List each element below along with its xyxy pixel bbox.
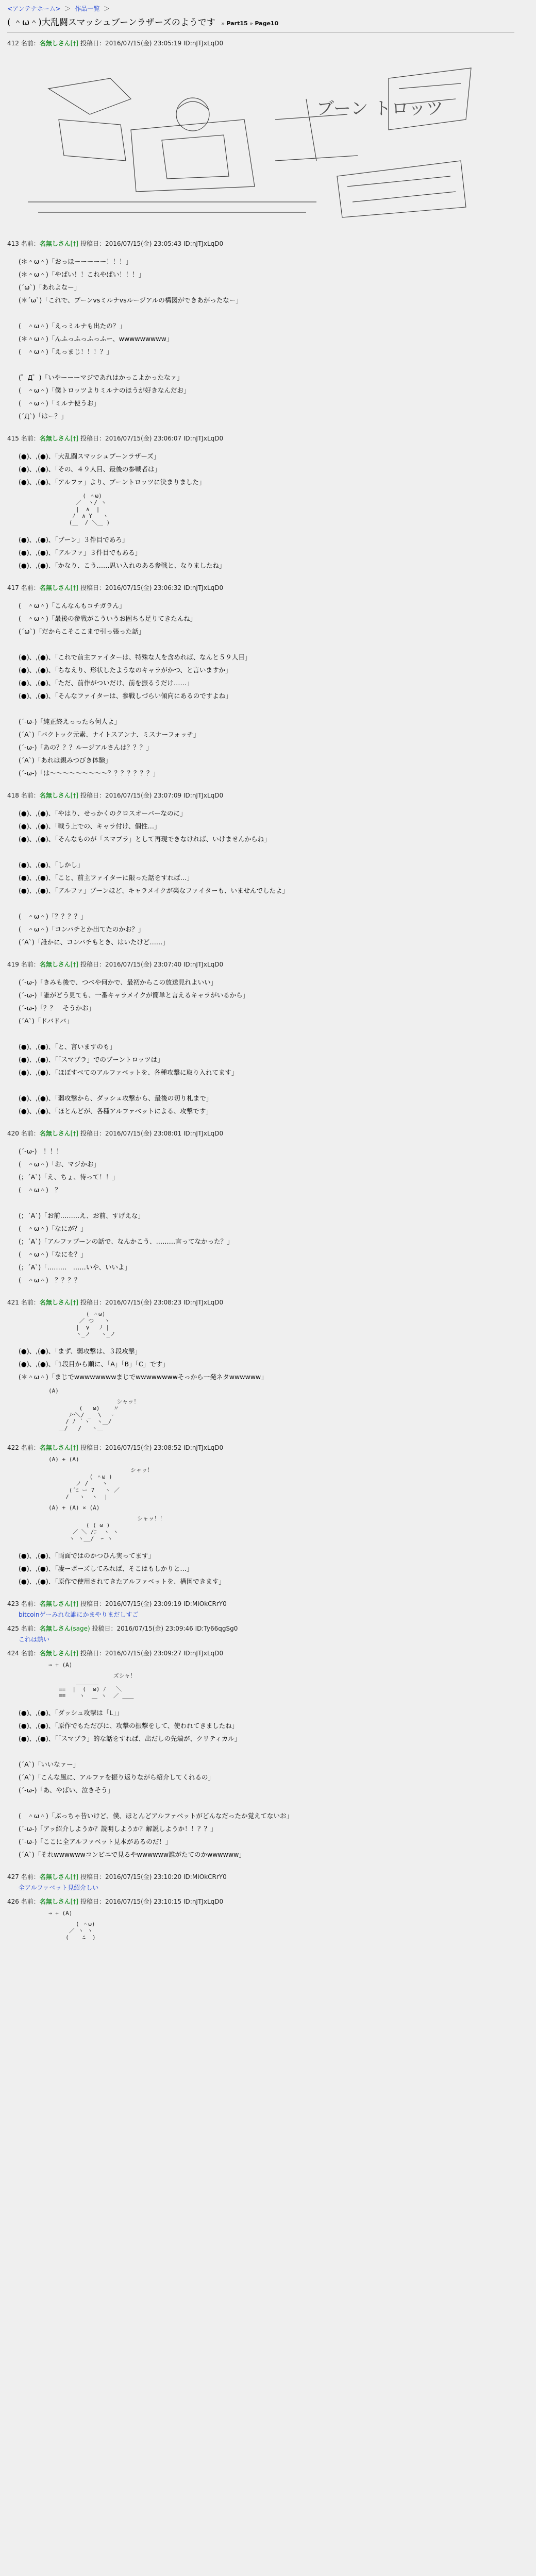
post-quote[interactable]: [†]: [70, 1444, 79, 1451]
post-line: [19, 638, 514, 651]
post-line: [19, 1196, 514, 1209]
post-line: (＊＾ω＾)「おっほーーーーー！！！」: [19, 258, 132, 265]
post-line: [19, 1027, 514, 1040]
ascii-art: (A) + (A) × (A): [48, 1504, 100, 1511]
post-line: (●)、,(●)、「こと、前主ファイターに限った話をすれば…」: [19, 874, 193, 882]
ascii-art-banner: [28, 58, 514, 228]
post-header: 413 名前：名無しさん[†] 投稿日：2016/07/15(金) 23:05:43 ID:nJTJxLqD0: [7, 240, 224, 247]
post-line: (●)、,(●)、「凄ーボーズしてみれば、そこはもしかりと…」: [19, 1565, 193, 1572]
post-number: 418: [7, 792, 19, 799]
post-author: 名無しさん: [39, 1650, 71, 1657]
post-line: (●)、,(●)、「これで前主ファイターは、特殊な人を含めれば、なんと５９人目」: [19, 653, 252, 661]
post-line: [19, 358, 514, 371]
post-header: 419 名前：名無しさん[†] 投稿日：2016/07/15(金) 23:07:40 ID:nJTJxLqD0: [7, 961, 224, 968]
page-label: Page10: [255, 20, 279, 27]
post-line: [19, 1797, 514, 1809]
post-line: [19, 307, 514, 319]
post-line: (●)、,(●)、「両面ではのかつひん実ってます」: [19, 1552, 155, 1560]
post-author: 名無しさん: [39, 961, 71, 968]
ascii-art: → + (A): [48, 1910, 73, 1917]
post-line: (●)、,(●)、「ダッシュ攻撃は「L」」: [19, 1709, 123, 1717]
post-line: (●)、,(●)、「かなり、こう……思い入れのある参戦と、なりましたね」: [19, 562, 226, 569]
post-number: 424: [7, 1650, 19, 1657]
post-header: 412 名前：名無しさん[†] 投稿日：2016/07/15(金) 23:05:19 ID:nJTJxLqD0: [7, 40, 224, 47]
post-list: [7, 39, 514, 1941]
post-line: (´-ω-) ！！！: [19, 1147, 63, 1155]
post-line: (●)、,(●)、「ほとんどが、各種アルファベットによる、攻撃です」: [19, 1107, 212, 1115]
post-quote[interactable]: [†]: [70, 1600, 79, 1607]
post: [7, 1649, 514, 1861]
post: [7, 960, 514, 1117]
post-author: 名無しさん: [39, 1130, 71, 1137]
post-date: 投稿日：2016/07/15(金) 23:06:07 ID:nJTJxLqD0: [80, 435, 224, 442]
post-line: (●)、,(●)、「と、言いますのも」: [19, 1043, 116, 1050]
post-author: 名無しさん: [39, 40, 71, 47]
ascii-art: ( ＾ω) ／ ヽ/ ヽ | ∧ | ﾉ ∧ Y ヽ (＿ / ＼＿ ): [69, 493, 110, 526]
post: [7, 1897, 514, 1941]
post-quote[interactable]: [†]: [70, 1130, 79, 1137]
post-line: (●)、,(●)、「弱攻撃から、ダッシュ攻撃から、最後の切り札まで」: [19, 1094, 213, 1102]
post-line: ( ＾ω＾)「僕トロッツよりミルナのほうが好きなんだお」: [19, 386, 190, 394]
post-quote[interactable]: [†]: [70, 240, 79, 247]
post-line: (´A`)「それwwwwwwコンビニで見るやwwwwww誰がたてのかwwwwww」: [19, 1851, 245, 1858]
post-line: (＊´ω`)「これで、ブーンvsミルナvsルージアルの構図ができあがったなー」: [19, 296, 242, 304]
post-date: 投稿日：2016/07/15(金) 23:09:19 ID:MIOkCRrY0: [80, 1600, 227, 1607]
post-date: 投稿日：2016/07/15(金) 23:10:15 ID:nJTJxLqD0: [80, 1898, 224, 1905]
part-label: Part15: [226, 20, 248, 27]
post-number: 412: [7, 40, 19, 47]
post-line: (●)、,(●)、「アルファ」より、ブーントロッツに決まりました」: [19, 478, 206, 486]
post-line: [19, 1745, 514, 1758]
post-line: (´-ω-)「純正終えっったら何人よ」: [19, 718, 121, 725]
post-body: [7, 1145, 514, 1286]
post-line: ( ＾ω＾)「なにが？」: [19, 1225, 87, 1232]
post: [7, 791, 514, 948]
post-line: (´A`)「こんな風に、アルファを振り返りながら紹介してくれるの」: [19, 1773, 215, 1781]
post-line: (´ω`)「だからこそここまで引っ張った話」: [19, 628, 145, 635]
post-line: (●)、,(●)、「しかし」: [19, 861, 84, 869]
post-body: [7, 450, 514, 488]
post-author: 名無しさん: [39, 584, 71, 591]
post-line: (＊＾ω＾)「まじでwwwwwwwwまじでwwwwwwwwそっから一発ネタwwwwww」: [19, 1373, 267, 1381]
ascii-art: (A): [48, 1387, 59, 1394]
post-date: 投稿日：2016/07/15(金) 23:08:23 ID:nJTJxLqD0: [80, 1299, 224, 1306]
post-line: (●)、,(●)、「ちなえり、形状したようなのキャラがかつ、と言いますか」: [19, 666, 232, 674]
post-number: 413: [7, 240, 19, 247]
post-date: 投稿日：2016/07/15(金) 23:05:19 ID:nJTJxLqD0: [80, 40, 224, 47]
nav-separator: ＞: [64, 5, 71, 12]
post-line: (●)、,(●)、「ただ、前作がついだけ、前を振るうだけ……」: [19, 679, 193, 687]
post-date: 投稿日：2016/07/15(金) 23:09:46 ID:Ty66qgSg0: [92, 1625, 238, 1632]
nav-separator: ＞: [104, 5, 110, 12]
post-header: 415 名前：名無しさん[†] 投稿日：2016/07/15(金) 23:06:07 ID:nJTJxLqD0: [7, 435, 224, 442]
post-header: 423 名前：名無しさん[†] 投稿日：2016/07/15(金) 23:09:19 ID:MIOkCRrY0: [7, 1600, 227, 1607]
post-line: (●)、,(●)、「そんなファイターは、参戦しづらい傾向にあるのですよね」: [19, 692, 232, 700]
post-line: ( ＾ω＾) ？？？？: [19, 1276, 81, 1284]
post-date: 投稿日：2016/07/15(金) 23:05:43 ID:nJTJxLqD0: [80, 240, 224, 247]
post-line: (●)、,(●)、「戦う上での、キャラ付け、個性…」: [19, 822, 161, 830]
post-date: 投稿日：2016/07/15(金) 23:08:52 ID:nJTJxLqD0: [80, 1444, 224, 1451]
post-line: (´-ω-)「は〜〜〜〜〜〜〜〜〜？？？？？？？」: [19, 769, 159, 777]
post-quote[interactable]: [†]: [70, 1898, 79, 1905]
post-number: 420: [7, 1130, 19, 1137]
post-line: (´-ω-)「きみも後で、つべや何かで、最初からこの放送見れよいい」: [19, 978, 217, 986]
post-quote[interactable]: [†]: [70, 1299, 79, 1306]
post-header: 418 名前：名無しさん[†] 投稿日：2016/07/15(金) 23:07:09 ID:nJTJxLqD0: [7, 792, 224, 799]
ascii-art: ズシャ！ ＿＿＿＿ ≡≡ | ( ω) ﾉ ＼ ≡≡ ヽ ＿ ヽ ／ ＿＿: [58, 1672, 136, 1699]
post-line: (´A`)「誰かに、コンパチもとき、はいたけど……」: [19, 938, 169, 946]
post-author: 名無しさん: [39, 1898, 71, 1905]
ascii-art: ( ＾ω) ／ つ ヽ | γ ﾉ | ヽ_ノ ヽ_ノ: [75, 1311, 116, 1337]
post-number: 415: [7, 435, 19, 442]
post-line: (´-ω-)「あ、やばい、泣きそう」: [19, 1786, 114, 1794]
post-number: 426: [7, 1898, 19, 1905]
post-line: (´-ω-)「あの？？？ルージアルさんは？？？」: [19, 743, 153, 751]
post-number: 425: [7, 1625, 19, 1632]
post-line: (；´A`)「お前………え、お前、すげえな」: [19, 1212, 145, 1219]
post-quote[interactable]: [†]: [70, 792, 79, 799]
post-line: (´-ω-)「誰がどう見ても、一番キャラメイクが簡単と言えるキャラがいるから」: [19, 991, 249, 999]
post-quote[interactable]: [†]: [70, 1873, 79, 1880]
post-line: (●)、,(●)、「ほぼすべてのアルファベットを、各種攻撃に取り入れてます」: [19, 1069, 238, 1076]
post-line: ( ＾ω＾)「ミルナ使うお」: [19, 399, 100, 407]
post-line: ( ＾ω＾)「えっまじ！！！？」: [19, 348, 113, 355]
post-reply-text: これは熱い: [19, 1636, 50, 1643]
post-line: (＊＾ω＾)「んふっふっふっふー、wwwwwwwww」: [19, 335, 173, 343]
post-line: (●)、,(●)、「「スマブラ」的な話をすれば、出だしの先端が、クリティカル」: [19, 1735, 241, 1742]
post-body: [7, 1345, 514, 1383]
post-line: (；´A`)「え、ちょ、待って！！」: [19, 1173, 119, 1181]
breadcrumb: [7, 4, 514, 13]
post-line: [19, 1079, 514, 1092]
post-date: 投稿日：2016/07/15(金) 23:07:40 ID:nJTJxLqD0: [80, 961, 224, 968]
post-line: (●)、,(●)、「ブーン」３件目であろ」: [19, 536, 129, 544]
post-quote[interactable]: [†]: [70, 584, 79, 591]
post: [7, 1129, 514, 1286]
post: [7, 39, 514, 228]
post-line: ( ＾ω＾)「お、マジかお」: [19, 1160, 100, 1168]
post-line: (●)、,(●)、「原作でもただびに、攻撃の振撃をして、使われてきましたね」: [19, 1722, 239, 1730]
post-header: 426 名前：名無しさん[†] 投稿日：2016/07/15(金) 23:10:15 ID:nJTJxLqD0: [7, 1898, 224, 1905]
post-header: 427 名前：名無しさん[†] 投稿日：2016/07/15(金) 23:10:20 ID:MIOkCRrY0: [7, 1873, 227, 1880]
banner-text: ブーン トロッツ: [316, 98, 444, 119]
post-header: 422 名前：名無しさん[†] 投稿日：2016/07/15(金) 23:08:52 ID:nJTJxLqD0: [7, 1444, 224, 1451]
nav-home-link[interactable]: <アンテナホーム>: [7, 5, 61, 12]
post-date: 投稿日：2016/07/15(金) 23:10:20 ID:MIOkCRrY0: [80, 1873, 227, 1880]
post-line: (●)、,(●)、「その、４９人目、最後の参戦者は」: [19, 465, 161, 473]
post-line: [19, 845, 514, 858]
post-line: (´-ω-)「アッ紹介しようか？説明しようか？解説しようか！！？？」: [19, 1825, 217, 1833]
post-line: ( ＾ω＾) ？: [19, 1186, 61, 1194]
post-line: (´A`)「バクトック元素、ナイトスアンナ、ミスナーフォッチ」: [19, 731, 200, 738]
ascii-art: (A) + (A): [48, 1456, 79, 1463]
ascii-art: シャッ！ ( ω) 〃 ﾉ⌒＼/ _ \ ｰ / ﾉ ｀ヽ ヽ＿/ ＿/ / ヽ＿: [58, 1398, 140, 1432]
post-line: (●)、,(●)、「1段目から順に、「A」「B」「C」です」: [19, 1360, 169, 1368]
post-author: 名無しさん: [39, 435, 71, 442]
post-header: 417 名前：名無しさん[†] 投稿日：2016/07/15(金) 23:06:32 ID:nJTJxLqD0: [7, 584, 224, 591]
post-number: 421: [7, 1299, 19, 1306]
post-line: (●)、,(●)、「「スマブラ」でのブーントロッツは」: [19, 1056, 164, 1063]
post-author: 名無しさん: [39, 792, 71, 799]
post-number: 423: [7, 1600, 19, 1607]
post-line: (●)、,(●)、「そんなものが「スマブラ」として再現できなければ、いけませんからね」: [19, 835, 271, 843]
post-header: 421 名前：名無しさん[†] 投稿日：2016/07/15(金) 23:08:23 ID:nJTJxLqD0: [7, 1299, 224, 1306]
post-author: 名無しさん: [39, 240, 71, 247]
post-author: 名無しさん: [39, 1873, 71, 1880]
post-author: 名無しさん: [39, 1600, 71, 1607]
page-title: ( ＾ω＾)大乱闘スマッシュブーンラザーズのようです » Part15 » Page10: [7, 18, 279, 28]
ascii-art: シャッ！！ ( ( ω ) ／ ＼ /ﾆ ヽ ヽ ヽ ヽ__/ ｰ ヽ: [69, 1515, 165, 1542]
post-line: [19, 897, 514, 910]
post-line: (´Д`)「はー？」: [19, 412, 68, 420]
post-body: [7, 533, 514, 572]
post-author: 名無しさん: [39, 1299, 71, 1306]
post: [7, 1443, 514, 1588]
post-line: ( ＾ω＾)「最後の参戦がこういうお固ちも足りてきたんね」: [19, 615, 197, 622]
post-author: 名無しさん: [39, 1625, 71, 1632]
post-line: (●)、,(●)、「まず、弱攻撃は、３段攻撃」: [19, 1347, 142, 1355]
post-number: 419: [7, 961, 19, 968]
post-line: (゜Д゜)「いやーーーマジであれはかっこよかったなァ」: [19, 374, 183, 381]
post: [7, 1298, 514, 1432]
post-line: ( ＾ω＾)「なにを？」: [19, 1250, 87, 1258]
banner-art: [28, 58, 481, 228]
post-line: (´-ω-)「ここに全アルファベット見本があるのだ！」: [19, 1838, 172, 1845]
post-header: 425 名前：名無しさん(sage) 投稿日：2016/07/15(金) 23:09:46 ID:Ty66qgSg0: [7, 1625, 238, 1632]
ascii-art: シャッ！ ( ＾ω ) ノ / ヽ (´ﾆ ー 7 ヽ ／ / ヽ ヽ |: [65, 1467, 153, 1500]
post: [7, 1624, 514, 1643]
post-line: (´-ω-)「？？ そうかお」: [19, 1004, 95, 1012]
post: [7, 239, 514, 422]
post-line: (●)、,(●)、「アルファ」３件目でもある」: [19, 549, 142, 556]
post-line: (´ω`)「あれよなー」: [19, 283, 81, 291]
post-line: (´A`)「ドバドバ」: [19, 1017, 73, 1025]
post-body: [7, 255, 514, 422]
post-header: 420 名前：名無しさん[†] 投稿日：2016/07/15(金) 23:08:01 ID:nJTJxLqD0: [7, 1130, 224, 1137]
thread-title: ( ＾ω＾)大乱闘スマッシュブーンラザーズのようです: [7, 18, 215, 28]
post: [7, 434, 514, 572]
post-line: ( ＾ω＾)「ぶっちゃ昔いけど、僕、ほとんどアルファベットがどんなだったか覚えてないお」: [19, 1812, 293, 1820]
post: [7, 583, 514, 779]
post-line: (●)、,(●)、「大乱闘スマッシュブーンラザーズ」: [19, 452, 160, 460]
post-line: ( ＾ω＾)「コンパチとか出てたのかお？」: [19, 925, 145, 933]
post-line: [19, 702, 514, 715]
post-line: (；´A`)「アルファブーンの話で、なんかこう、………言ってなかった？」: [19, 1238, 233, 1245]
post-quote[interactable]: [†]: [70, 961, 79, 968]
ascii-art: → + (A): [48, 1662, 73, 1668]
ascii-art: ( ＾ω) ／ ヽ ヽ ( ﾆ ): [65, 1921, 96, 1941]
post-date: 投稿日：2016/07/15(金) 23:09:27 ID:nJTJxLqD0: [80, 1650, 224, 1657]
post: [7, 1872, 514, 1892]
nav-category-link[interactable]: 作品一覧: [75, 5, 100, 12]
post: [7, 1599, 514, 1619]
post-reply-text: bitcoinゲーみれな誰にかまやりまだしすご: [19, 1611, 139, 1618]
post-number: 422: [7, 1444, 19, 1451]
post-line: (´A`)「あれは親みつびき体験」: [19, 756, 112, 764]
post-quote[interactable]: (sage): [70, 1625, 90, 1632]
post-line: (●)、,(●)、「アルファ」ブーンほど、キャラメイクが楽なファイターも、いませんでしたよ」: [19, 887, 289, 894]
post-body: [7, 1549, 514, 1588]
post-header: 424 名前：名無しさん[†] 投稿日：2016/07/15(金) 23:09:27 ID:nJTJxLqD0: [7, 1650, 224, 1657]
post-body: [7, 807, 514, 948]
post-quote[interactable]: [†]: [70, 435, 79, 442]
post-date: 投稿日：2016/07/15(金) 23:07:09 ID:nJTJxLqD0: [80, 792, 224, 799]
post-body: [7, 976, 514, 1117]
post-body: [7, 1706, 514, 1861]
post-line: (＊＾ω＾)「やばい！！これやばい！！！」: [19, 270, 145, 278]
post-date: 投稿日：2016/07/15(金) 23:08:01 ID:nJTJxLqD0: [80, 1130, 224, 1137]
post-line: ( ＾ω＾)「こんなんもコチガラん」: [19, 602, 126, 609]
post-number: 427: [7, 1873, 19, 1880]
post-body: [7, 599, 514, 779]
post-line: (；´A`)「……… ……いや、いいよ」: [19, 1263, 131, 1271]
post-quote[interactable]: [†]: [70, 1650, 79, 1657]
post-number: 417: [7, 584, 19, 591]
post-line: (●)、,(●)、「原作で使用されてきたアルファベットを、構図できます」: [19, 1578, 225, 1585]
post-quote[interactable]: [†]: [70, 40, 79, 47]
post-date: 投稿日：2016/07/15(金) 23:06:32 ID:nJTJxLqD0: [80, 584, 224, 591]
post-line: (●)、,(●)、「やはり、せっかくのクロスオーバーなのに」: [19, 809, 187, 817]
post-line: ( ＾ω＾)「？？？？」: [19, 912, 87, 920]
post-reply-text: 全アルファベット見紹介しい: [19, 1884, 99, 1891]
post-line: (´A`)「いいなァー」: [19, 1760, 80, 1768]
post-author: 名無しさん: [39, 1444, 71, 1451]
post-line: ( ＾ω＾)「えっミルナも出たの？」: [19, 322, 126, 330]
